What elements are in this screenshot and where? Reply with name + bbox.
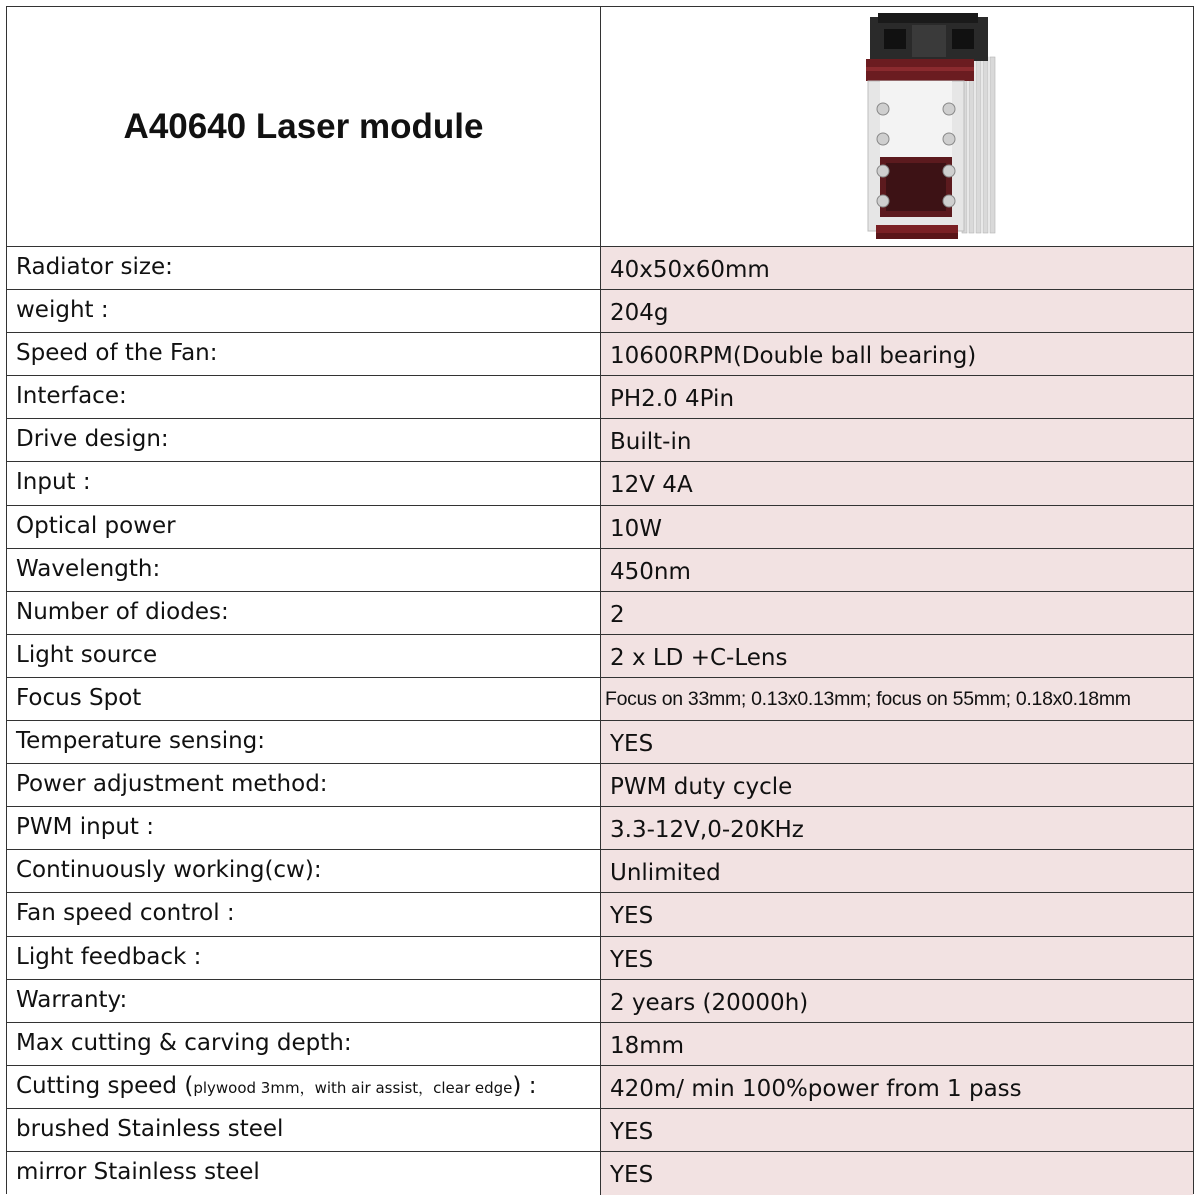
spec-table — [7, 247, 1193, 1195]
spec-label-note: plywood 3mm，with air assist，clear edge — [193, 1078, 513, 1097]
table-row — [7, 506, 1193, 549]
spec-value: Built-in — [601, 419, 1193, 461]
spec-label: Input : — [7, 462, 601, 504]
table-row — [7, 1152, 1193, 1195]
table-row — [7, 1109, 1193, 1152]
spec-value: 10W — [601, 506, 1193, 548]
spec-value: Focus on 33mm; 0.13x0.13mm; focus on 55mm; 0.18x0.18mm — [601, 678, 1193, 720]
spec-value: PWM duty cycle — [601, 764, 1193, 806]
table-row — [7, 850, 1193, 893]
table-row — [7, 635, 1193, 678]
header-title-cell — [7, 7, 601, 246]
spec-label-end: ) : — [512, 1072, 537, 1099]
table-row — [7, 419, 1193, 462]
table-row — [7, 462, 1193, 505]
spec-value: 10600RPM(Double ball bearing) — [601, 333, 1193, 375]
spec-label: Radiator size: — [7, 247, 601, 289]
spec-label: Continuously working(cw): — [7, 850, 601, 892]
spec-label: Fan speed control : — [7, 893, 601, 935]
table-row — [7, 893, 1193, 936]
spec-value: 450nm — [601, 549, 1193, 591]
spec-sheet — [6, 6, 1194, 1194]
spec-value: 420m/ min 100%power from 1 pass — [601, 1066, 1193, 1108]
spec-value: YES — [601, 893, 1193, 935]
spec-value: YES — [601, 1109, 1193, 1151]
spec-label: Optical power — [7, 506, 601, 548]
table-row — [7, 980, 1193, 1023]
spec-label: Light source — [7, 635, 601, 677]
page-title: A40640 Laser module — [123, 106, 484, 146]
spec-label: Max cutting & carving depth: — [7, 1023, 601, 1065]
table-row — [7, 721, 1193, 764]
table-row — [7, 376, 1193, 419]
spec-label: mirror Stainless steel — [7, 1152, 601, 1195]
table-row — [7, 807, 1193, 850]
spec-label: Temperature sensing: — [7, 721, 601, 763]
spec-value: 18mm — [601, 1023, 1193, 1065]
table-row — [7, 937, 1193, 980]
laser-module-image — [856, 11, 1006, 243]
spec-label: Interface: — [7, 376, 601, 418]
spec-value: 2 — [601, 592, 1193, 634]
table-row — [7, 333, 1193, 376]
table-row — [7, 764, 1193, 807]
spec-label: Focus Spot — [7, 678, 601, 720]
table-row — [7, 592, 1193, 635]
spec-value: 204g — [601, 290, 1193, 332]
table-row — [7, 290, 1193, 333]
spec-label-main: Cutting speed ( — [16, 1072, 194, 1099]
spec-value: 2 x LD +C-Lens — [601, 635, 1193, 677]
table-row — [7, 1066, 1193, 1109]
spec-label: brushed Stainless steel — [7, 1109, 601, 1151]
spec-value: PH2.0 4Pin — [601, 376, 1193, 418]
spec-label: Speed of the Fan: — [7, 333, 601, 375]
spec-label: Light feedback : — [7, 937, 601, 979]
spec-value: 2 years (20000h) — [601, 980, 1193, 1022]
spec-label: Drive design: — [7, 419, 601, 461]
spec-value: 3.3-12V,0-20KHz — [601, 807, 1193, 849]
table-row — [7, 247, 1193, 290]
spec-value: 40x50x60mm — [601, 247, 1193, 289]
spec-value: YES — [601, 1152, 1193, 1195]
spec-value: Unlimited — [601, 850, 1193, 892]
spec-label: Wavelength: — [7, 549, 601, 591]
table-row — [7, 549, 1193, 592]
spec-label: PWM input : — [7, 807, 601, 849]
spec-header — [7, 7, 1193, 247]
spec-value: 12V 4A — [601, 462, 1193, 504]
spec-label: Number of diodes: — [7, 592, 601, 634]
table-row — [7, 678, 1193, 721]
spec-label: Warranty: — [7, 980, 601, 1022]
table-row — [7, 1023, 1193, 1066]
spec-label: weight : — [7, 290, 601, 332]
spec-value: YES — [601, 937, 1193, 979]
spec-label: Power adjustment method: — [7, 764, 601, 806]
header-image-cell — [601, 7, 1193, 246]
spec-label — [7, 1066, 601, 1108]
spec-value: YES — [601, 721, 1193, 763]
